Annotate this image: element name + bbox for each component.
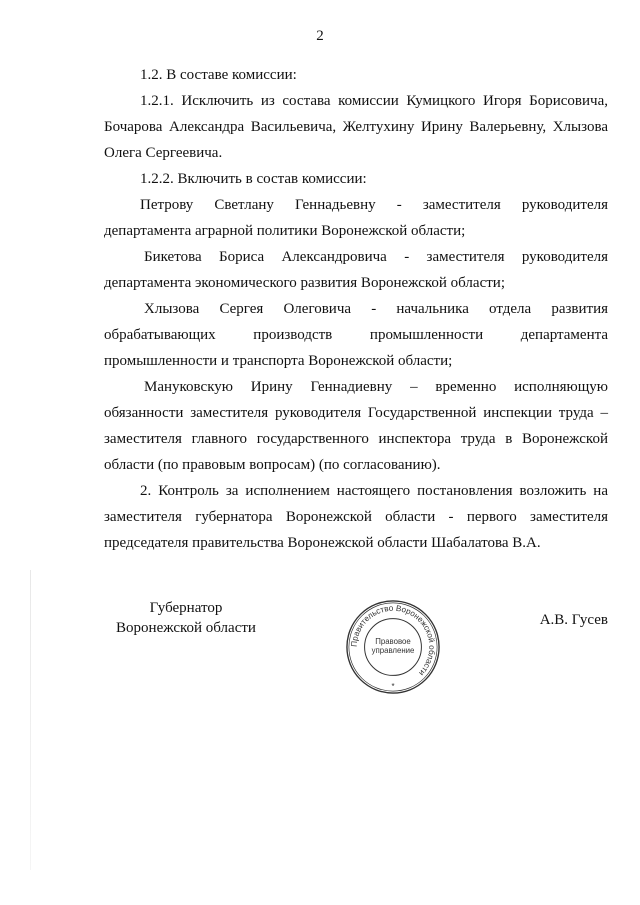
paragraph-member-petrova: Петрову Светлану Геннадьевну - заместителя руководителя департамента аграрной политики Воронежской области; [104, 197, 608, 239]
official-stamp [344, 598, 442, 696]
paragraph-1-2: 1.2. В составе комиссии: [140, 67, 297, 83]
signature-title [106, 598, 266, 638]
page-number: 2 [316, 28, 324, 44]
paragraph-member-manukovskaya: Мануковскую Ирину Геннадиевну – временно исполняющую обязанности заместителя руководителя Государственной инспекции труда – заместителя главного государственного инспектора труда в Воронежской области (по правовым вопросам) (по согласованию). [104, 379, 608, 473]
signature-title-line2: Воронежской области [116, 620, 256, 636]
paragraph-1-2-2: 1.2.2. Включить в состав комиссии: [140, 171, 367, 187]
scan-artifact-line [30, 570, 31, 870]
stamp-star-icon: * [391, 682, 395, 692]
stamp-ring-text: Правительство Воронежской области [349, 603, 437, 678]
paragraph-1-2-1: 1.2.1. Исключить из состава комиссии Кумицкого Игоря Борисовича, Бочарова Александра Васильевича, Желтухину Ирину Валерьевну, Хлызова Олега Сергеевича. [104, 93, 608, 161]
signature-name: А.В. Гусев [539, 612, 608, 628]
stamp-center-line2: управление [371, 645, 415, 655]
document-body [104, 62, 608, 556]
stamp-center-line1: Правовое [375, 637, 411, 647]
paragraph-member-khlyzov: Хлызова Сергея Олеговича - начальника отдела развития обрабатывающих производств промышленности департамента промышленности и транспорта Воронежской области; [104, 301, 608, 369]
paragraph-member-biketov: Бикетова Бориса Александровича - заместителя руководителя департамента экономического развития Воронежской области; [104, 249, 608, 291]
signature-title-line1: Губернатор [149, 600, 223, 616]
paragraph-2-control: 2. Контроль за исполнением настоящего постановления возложить на заместителя губернатора Воронежской области - первого заместителя председателя правительства Воронежской области Шабалатова В.А. [104, 483, 608, 551]
stamp-seal-icon [344, 598, 442, 696]
